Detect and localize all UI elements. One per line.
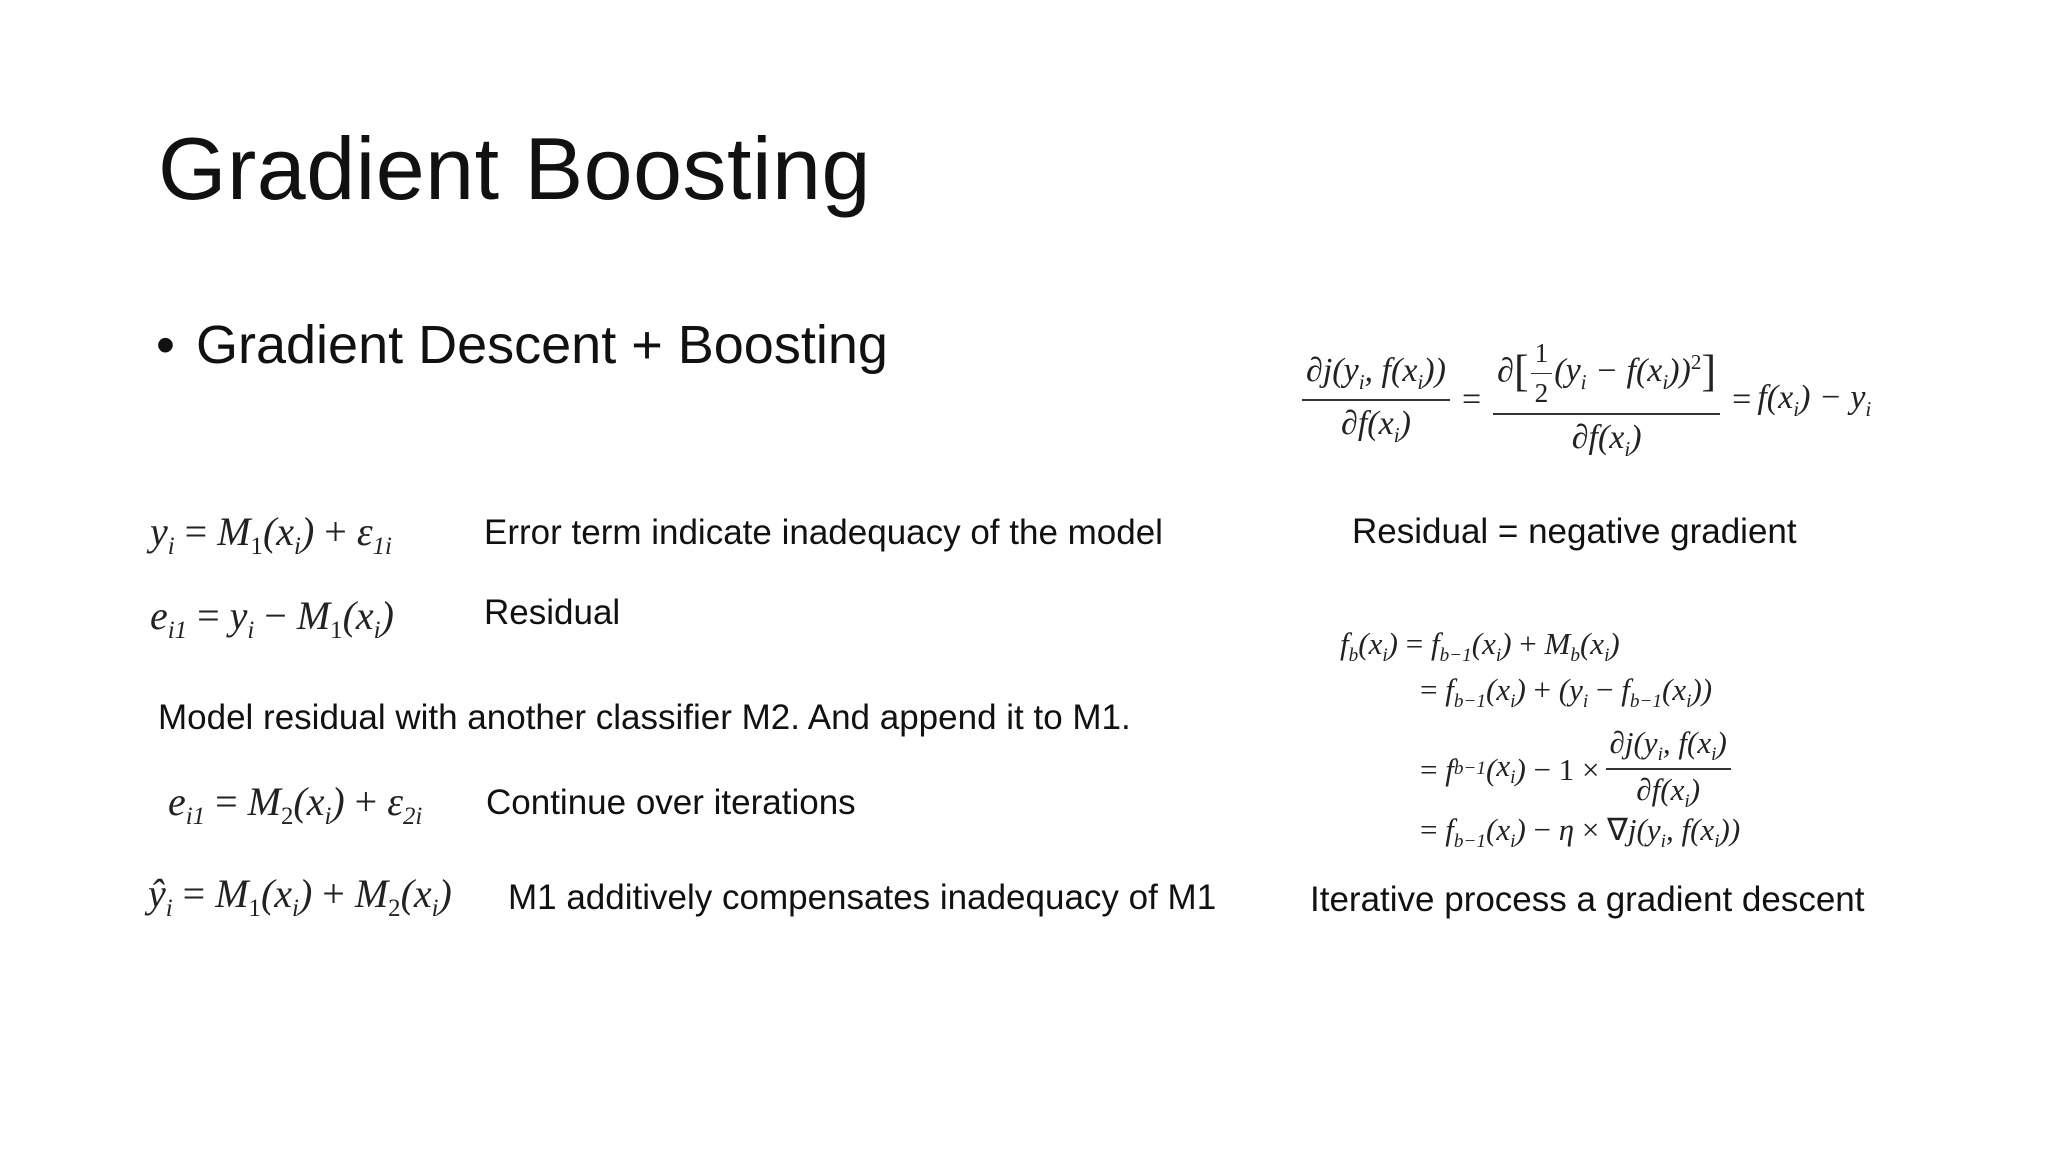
equation-residual: $e_{i1} = y_i - M_1(x_i)$ <box>150 593 394 644</box>
equation-residual-description: Residual <box>484 593 621 632</box>
bullet-dot-icon: • <box>156 315 175 375</box>
equation-model-2: $e_{i1} = M_2(x_i) + \varepsilon_{2i}$ <box>168 779 423 830</box>
gradient-caption: Residual = negative gradient <box>1352 512 1797 551</box>
gradient-formula: $\frac{\partial j(y_i, f(x_i))}{\partial f(x_i)}$ = ∂[ $\frac{1}{2}$ $(y_i - f(x_i))^2$] $\partial f(x_i)$ = $f(x_i) - y_i$ <box>1296 338 1871 462</box>
equation-model-1: $y_i = M_1(x_i) + \varepsilon_{1i}$ <box>150 509 392 560</box>
iterative-gradient-fraction: $\frac{\partial j(y_i, f(x_i)}{\partial f(x_i)}$ <box>1606 727 1731 812</box>
bullet-text: Gradient Descent + Boosting <box>196 315 888 375</box>
equation-model-1-description: Error term indicate inadequacy of the model <box>484 513 1163 552</box>
iterative-formula <box>1340 628 1740 860</box>
equation-additive-model-description: M1 additively compensates inadequacy of M1 <box>508 878 1217 917</box>
iteration-caption: Iterative process a gradient descent <box>1310 880 1865 919</box>
slide-title: Gradient Boosting <box>158 119 871 218</box>
equation-additive-model: $ŷ_i = M_1(x_i) + M_2(x_i)$ <box>148 871 452 922</box>
iterative-line-2: = $f_{b-1}(x_i) + (y_i - f_{b-1}(x_i))$ <box>1420 672 1713 713</box>
iterative-line-4: = $f_{b-1}(x_i) - \eta \times \nabla j(y_i$, $f(x_i)$) <box>1420 812 1741 853</box>
equation-model-2-description: Continue over iterations <box>486 783 856 822</box>
model-residual-note: Model residual with another classifier M2. And append it to M1. <box>158 698 1131 737</box>
iterative-line-3: = f b−1 ( $x_i$ ) − 1 × $\frac{\partial j(y_i, f(x_i)}{\partial f(x_i)}$ <box>1340 724 1740 814</box>
iterative-line-1: $f_b(x_i) = f_{b-1}(x_i) + M_b(x_i)$ <box>1340 626 1620 667</box>
gradient-lhs-fraction: $\frac{\partial j(y_i, f(x_i))}{\partial f(x_i)}$ <box>1302 352 1450 448</box>
bullet-item <box>156 314 888 376</box>
gradient-rhs-fraction: ∂[ $\frac{1}{2}$ $(y_i - f(x_i))^2$] $\partial f(x_i)$ <box>1493 338 1720 462</box>
